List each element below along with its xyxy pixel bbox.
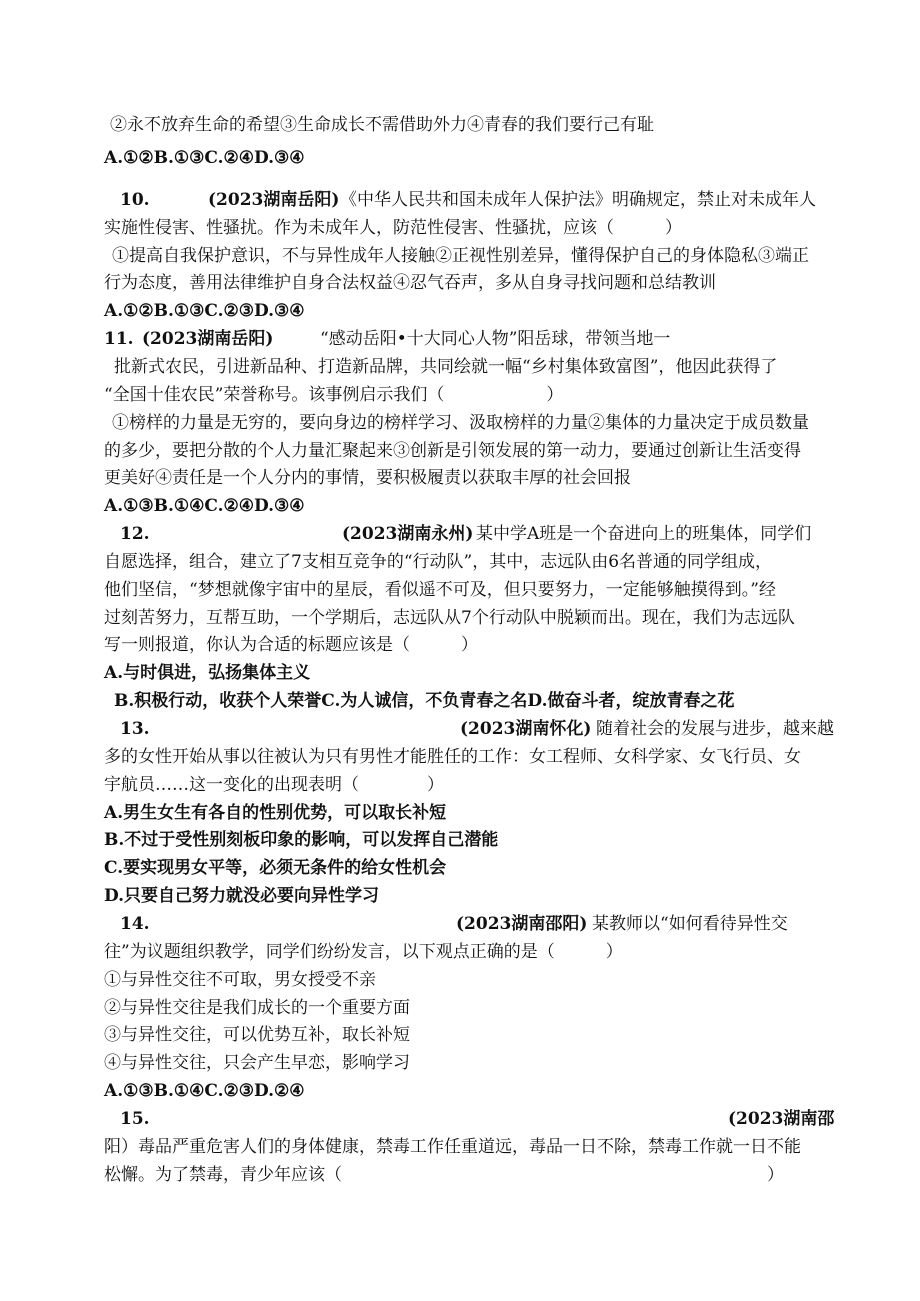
q13-option-line: C.要实现男女平等，必须无条件的给女性机会 (104, 858, 447, 878)
q11-stem-line: “感动岳阳•十大同心人物”阳岳球，带领当地一 (320, 329, 671, 349)
q14-statement-line: ②与异性交往是我们成长的一个重要方面 (104, 998, 410, 1018)
q14-stem-line: 某教师以“如何看待异性交 (592, 914, 788, 934)
q10-statement-line: 行为态度，善用法律维护自身合法权益④忍气吞声，多从自身寻找问题和总结教训 (104, 273, 716, 293)
q10-stem-line: 《中华人民共和国未成年人保护法》明确规定，禁止对未成年人 (340, 190, 816, 210)
q13-stem-line: 宇航员……这一变化的出现表明（ ） (104, 775, 444, 795)
q10-number: 10. (120, 190, 150, 210)
q11-stem-line: “全国十佳农民”荣誉称号。该事例启示我们（ ） (104, 385, 564, 405)
q12-stem-line: 某中学A班是一个奋进向上的班集体，同学们 (476, 524, 812, 544)
q14-statement-line: ④与异性交往，只会产生早恋，影响学习 (104, 1053, 410, 1073)
q9-statements: ②永不放弃生命的希望③生命成长不需借助外力④青春的我们要行己有耻 (110, 115, 654, 135)
q13-source: (2023湖南怀化) (460, 719, 592, 739)
q10-source: (2023湖南岳阳) (208, 190, 340, 210)
q15-number: 15. (120, 1109, 150, 1129)
q12-stem-line: 他们坚信，“梦想就像宇宙中的星辰，看似遥不可及，但只要努力，一定能够触摸得到。”经 (104, 580, 776, 600)
q11-stem-line: 批新式农民，引进新品种、打造新品牌，共同绘就一幅“乡村集体致富图”，他因此获得了 (114, 357, 778, 377)
q14-statement-line: ③与异性交往，可以优势互补，取长补短 (104, 1025, 410, 1045)
q9-options: A.①②B.①③C.②④D.③④ (104, 148, 305, 168)
q13-stem-line: 多的女性开始从事以往被认为只有男性才能胜任的工作：女工程师、女科学家、女飞行员、女 (104, 747, 801, 767)
q12-stem-line: 过刻苦努力，互帮互助，一个学期后，志远队从7个行动队中脱颖而出。现在，我们为志远队 (104, 608, 795, 628)
q10-statement-line: ①提高自我保护意识，不与异性成年人接触②正视性别差异，懂得保护自己的身体隐私③端正 (112, 246, 809, 266)
q12-stem-line: 写一则报道，你认为合适的标题应该是（ ） (104, 635, 478, 655)
q12-stem-line: 自愿选择，组合，建立了7支相互竞争的“行动队”，其中，志远队由6名普通的同学组成， (104, 552, 773, 572)
q15-source: (2023湖南邵 (728, 1109, 835, 1129)
q15-stem-line: 阳）毒品严重危害人们的身体健康，禁毒工作任重道远，毒品一日不除，禁毒工作就一日不能 (104, 1137, 801, 1157)
q13-option-line: B.不过于受性别刻板印象的影响，可以发挥自己潜能 (104, 830, 499, 850)
q11-statement-line: 更美好④责任是一个人分内的事情，要积极履责以获取丰厚的社会回报 (104, 468, 631, 488)
q13-stem-line: 随着社会的发展与进步，越来越 (596, 719, 834, 739)
q15-stem-line: 松懈。为了禁毒，青少年应该（ ） (104, 1165, 784, 1185)
q11-statement-line: ①榜样的力量是无穷的，要向身边的榜样学习、汲取榜样的力量②集体的力量决定于成员数量 (112, 413, 809, 433)
q13-number: 13. (120, 719, 150, 739)
q10-options: A.①②B.①③C.②③D.③④ (104, 301, 305, 321)
q13-option-line: A.男生女生有各自的性别优势，可以取长补短 (104, 803, 447, 823)
q11-source: (2023湖南岳阳) (142, 329, 274, 349)
q11-statement-line: 的多少，要把分散的个人力量汇聚起来③创新是引领发展的第一动力，要通过创新让生活变得 (104, 441, 801, 461)
q12-number: 12. (120, 524, 150, 544)
q12-option-line: A.与时俱进，弘扬集体主义 (104, 663, 311, 683)
q12-source: (2023湖南永州) (342, 524, 474, 544)
q14-source: (2023湖南邵阳) (456, 914, 588, 934)
q11-number: 11. (104, 329, 134, 349)
q11-options: A.①③B.①④C.②④D.③④ (104, 496, 305, 516)
q10-stem-line: 实施性侵害、性骚扰。作为未成年人，防范性侵害、性骚扰，应该（ ） (104, 218, 682, 238)
q14-statement-line: ①与异性交往不可取，男女授受不亲 (104, 970, 376, 990)
q14-number: 14. (120, 914, 150, 934)
q13-option-line: D.只要自己努力就没必要向异性学习 (104, 886, 380, 906)
q14-options: A.①③B.①④C.②③D.②④ (104, 1081, 305, 1101)
q12-option-line: B.积极行动，收获个人荣誉C.为人诚信，不负青春之名D.做奋斗者，绽放青春之花 (114, 691, 735, 711)
q14-stem-line: 往”为议题组织教学，同学们纷纷发言，以下观点正确的是（ ） (104, 942, 623, 962)
